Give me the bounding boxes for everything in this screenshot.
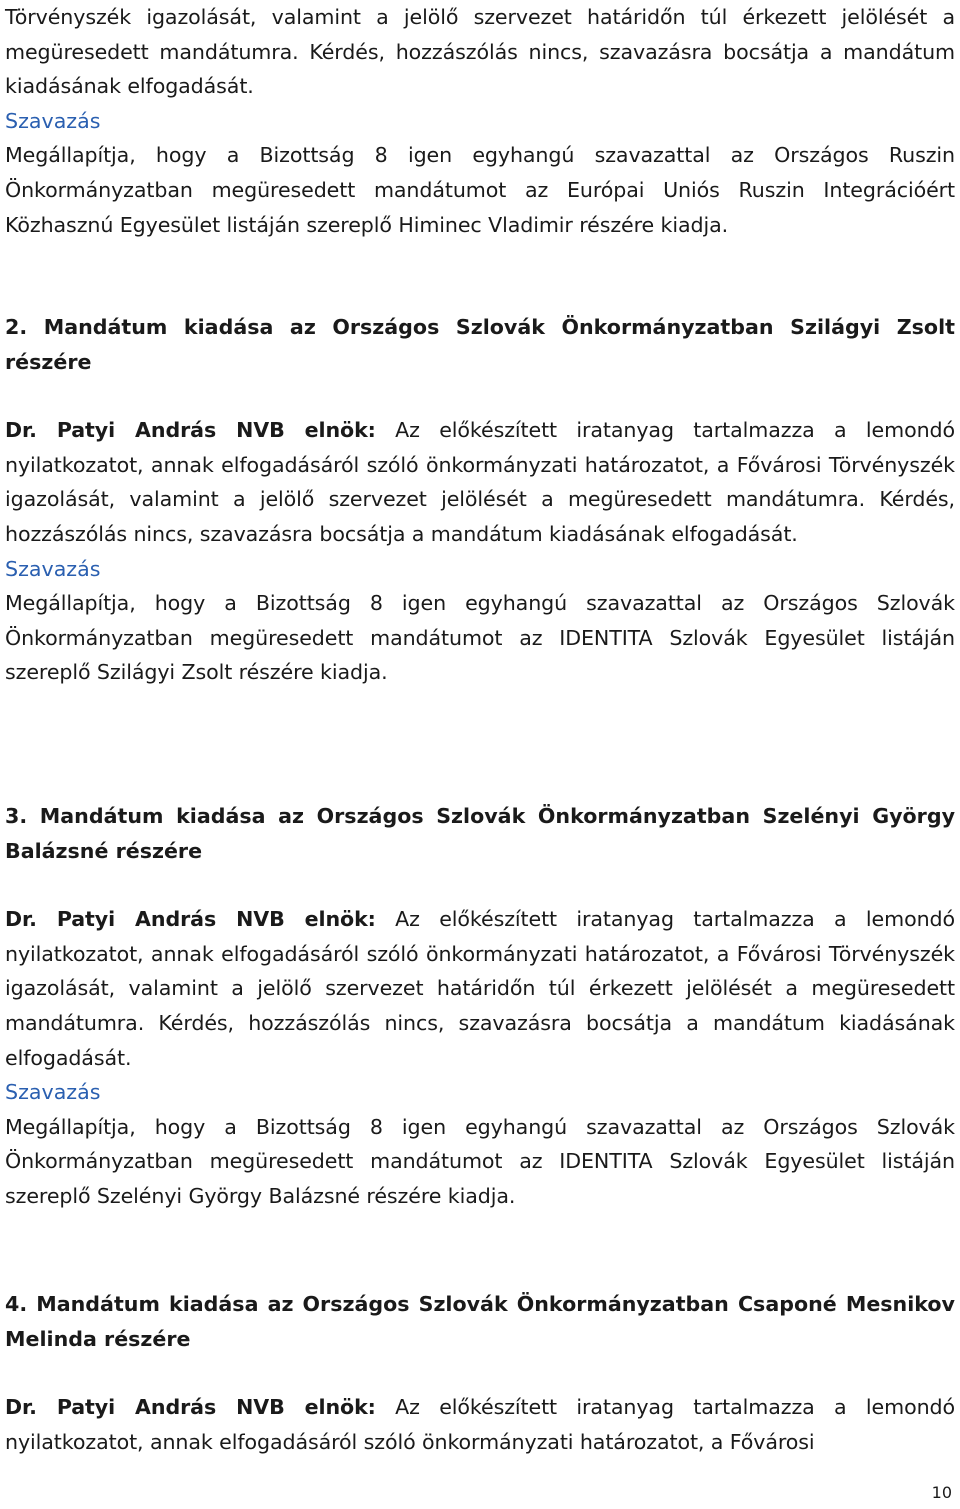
body-text: Az előkészített iratanyag tartalmazza a lemondó nyilatkozatot, annak elfogadásáról szóló önkormányzati határozatot, a Fővárosi Törvényszék igazolását, valamint a jelölő szervezet határidőn túl érkezett jelölését a megüresedett mandátumra. Kérdés, hozzászólás nincs, szavazásra bocsátja a mandátum kiadásának elfogadását. bbox=[5, 907, 955, 1070]
section-2 bbox=[5, 310, 955, 690]
section-4 bbox=[5, 1287, 955, 1459]
vote-label: Szavazás bbox=[5, 108, 101, 133]
section-body bbox=[5, 902, 955, 1075]
speaker-label: Dr. Patyi András NVB elnök: bbox=[5, 907, 376, 932]
speaker-label: Dr. Patyi András NVB elnök: bbox=[5, 418, 376, 443]
section-body bbox=[5, 413, 955, 551]
section-heading: 4. Mandátum kiadása az Országos Szlovák Önkormányzatban Csaponé Mesnikov Melinda részére bbox=[5, 1292, 955, 1351]
body-text: Az előkészített iratanyag tartalmazza a lemondó nyilatkozatot, annak elfogadásáról szóló önkormányzati határozatot, a Fővárosi Törvényszék igazolását, valamint a jelölő szervezet jelölését a megüresedett mandátumra. Kérdés, hozzászólás nincs, szavazásra bocsátja a mandátum kiadásának elfogadását. bbox=[5, 418, 955, 546]
decision-text: Megállapítja, hogy a Bizottság 8 igen egyhangú szavazattal az Országos Ruszin Önkormányzatban megüresedett mandátumot az Európai Uniós Ruszin Integrációért Közhasznú Egyesület listáján szereplő Himinec Vladimir részére kiadja. bbox=[5, 143, 955, 237]
body-text: Az előkészített iratanyag tartalmazza a lemondó nyilatkozatot, annak elfogadásáról szóló önkormányzati határozatot, a Fővárosi bbox=[5, 1395, 955, 1454]
vote-label: Szavazás bbox=[5, 1080, 101, 1105]
intro-text: Törvényszék igazolását, valamint a jelölő szervezet határidőn túl érkezett jelölését a megüresedett mandátumra. Kérdés, hozzászólás nincs, szavazásra bocsátja a mandátum kiadásának elfogadását. bbox=[5, 5, 955, 99]
section-heading: 3. Mandátum kiadása az Országos Szlovák Önkormányzatban Szelényi György Balázsné részére bbox=[5, 804, 955, 863]
section-body bbox=[5, 1390, 955, 1459]
page-number: 10 bbox=[931, 1483, 952, 1502]
decision-text: Megállapítja, hogy a Bizottság 8 igen egyhangú szavazattal az Országos Szlovák Önkormányzatban megüresedett mandátumot az IDENTITA Szlovák Egyesület listáján szereplő Szelényi György Balázsné részére kiadja. bbox=[5, 1114, 955, 1208]
decision-text: Megállapítja, hogy a Bizottság 8 igen egyhangú szavazattal az Országos Szlovák Önkormányzatban megüresedett mandátumot az IDENTITA Szlovák Egyesület listáján szereplő Szilágyi Zsolt részére kiadja. bbox=[5, 591, 955, 685]
speaker-label: Dr. Patyi András NVB elnök: bbox=[5, 1395, 376, 1420]
intro-block bbox=[5, 0, 955, 242]
section-3 bbox=[5, 799, 955, 1214]
section-heading: 2. Mandátum kiadása az Országos Szlovák Önkormányzatban Szilágyi Zsolt részére bbox=[5, 315, 955, 374]
vote-label: Szavazás bbox=[5, 556, 101, 581]
